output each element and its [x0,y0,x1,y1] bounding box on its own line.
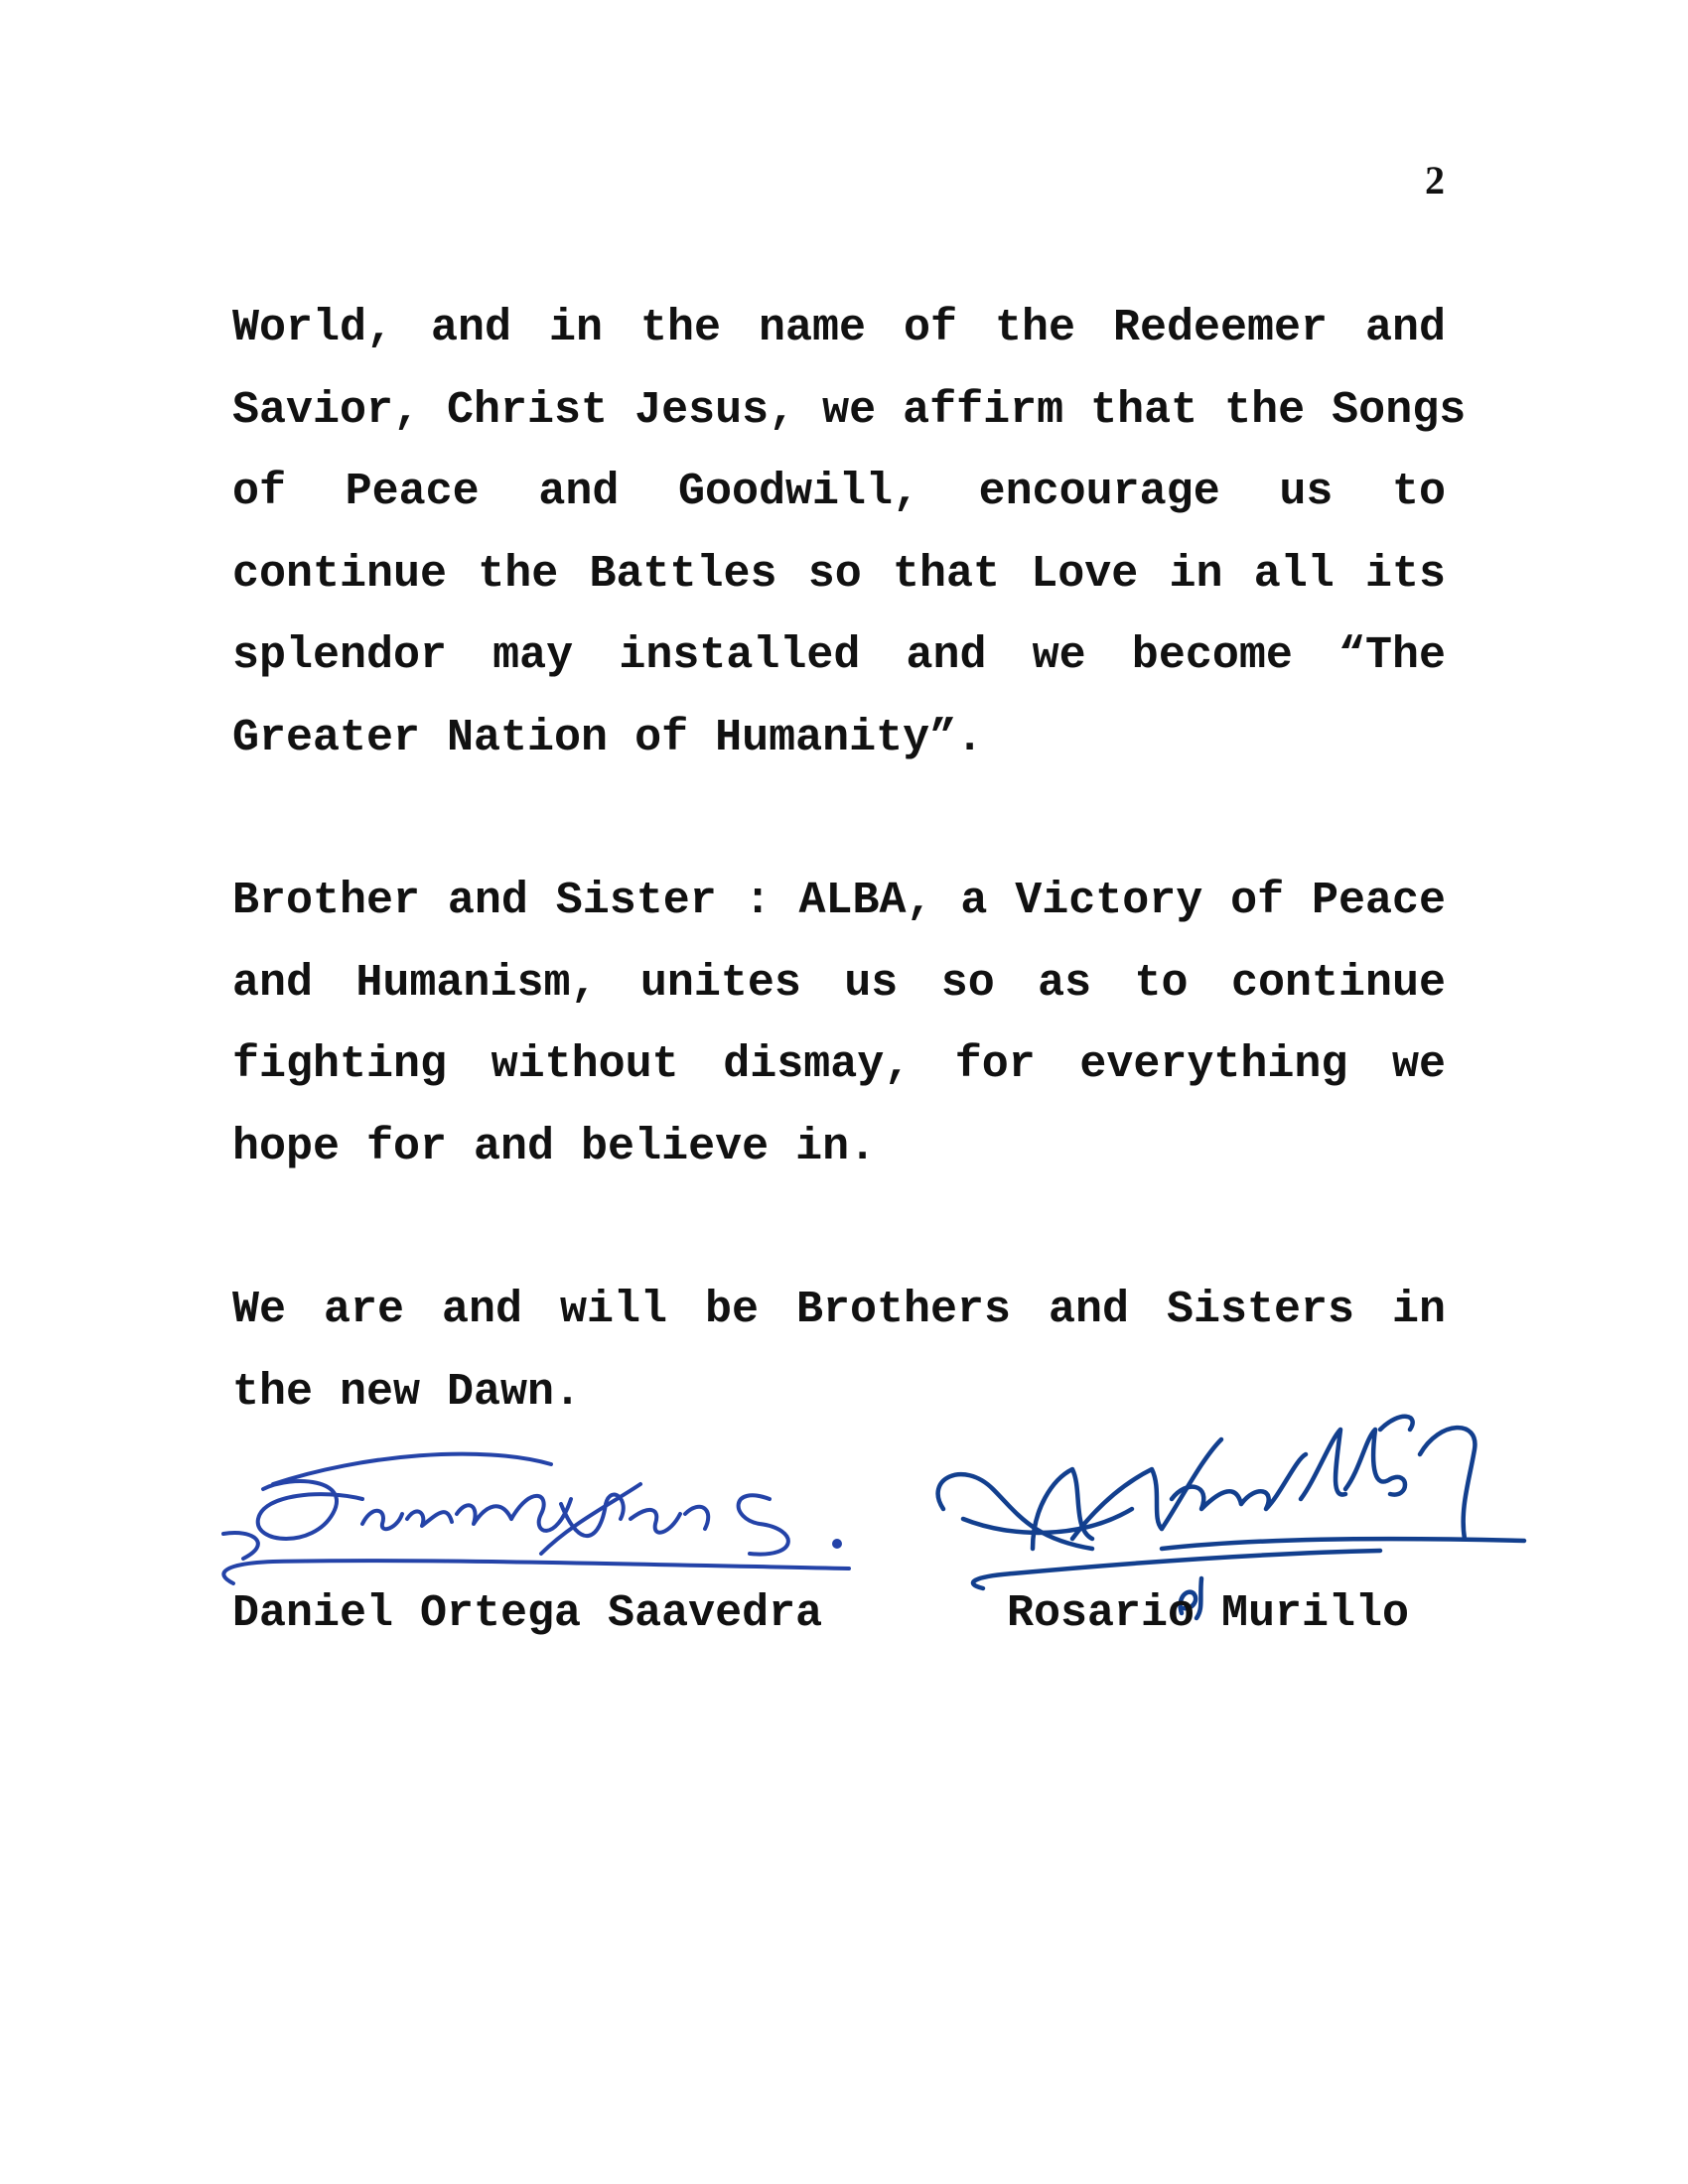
text-line: hope for and believe in. [232,1121,877,1172]
text-line: fighting without dismay, for everything we [232,1039,1446,1090]
text-line: continue the Battles so that Love in all its [232,548,1446,600]
text-line: of Peace and Goodwill, encourage us to [232,467,1446,517]
text-line: World, and in the name of the Redeemer and [232,303,1446,353]
text-line: the new Dawn. [232,1366,582,1418]
letter-body [232,288,1467,1515]
text-line: splendor may installed and we become “The [232,630,1446,681]
signer-name-left: Daniel Ortega Saavedra [232,1588,823,1639]
page-number: 2 [1425,158,1445,203]
text-line: We are and will be Brothers and Sisters in [232,1285,1446,1335]
text-line: and Humanism, unites us so as to continue [232,957,1446,1009]
signer-name-right: Rosario Murillo [1007,1588,1410,1639]
paragraph [232,288,1467,779]
text-line: Brother and Sister : ALBA, a Victory of Peace [232,876,1446,926]
text-line: Greater Nation of Humanity”. [232,712,984,763]
text-line: Savior, Christ Jesus, we affirm that the Songs [232,384,1467,436]
paragraph [232,861,1446,1188]
signature-daniel-ortega [213,1444,859,1593]
